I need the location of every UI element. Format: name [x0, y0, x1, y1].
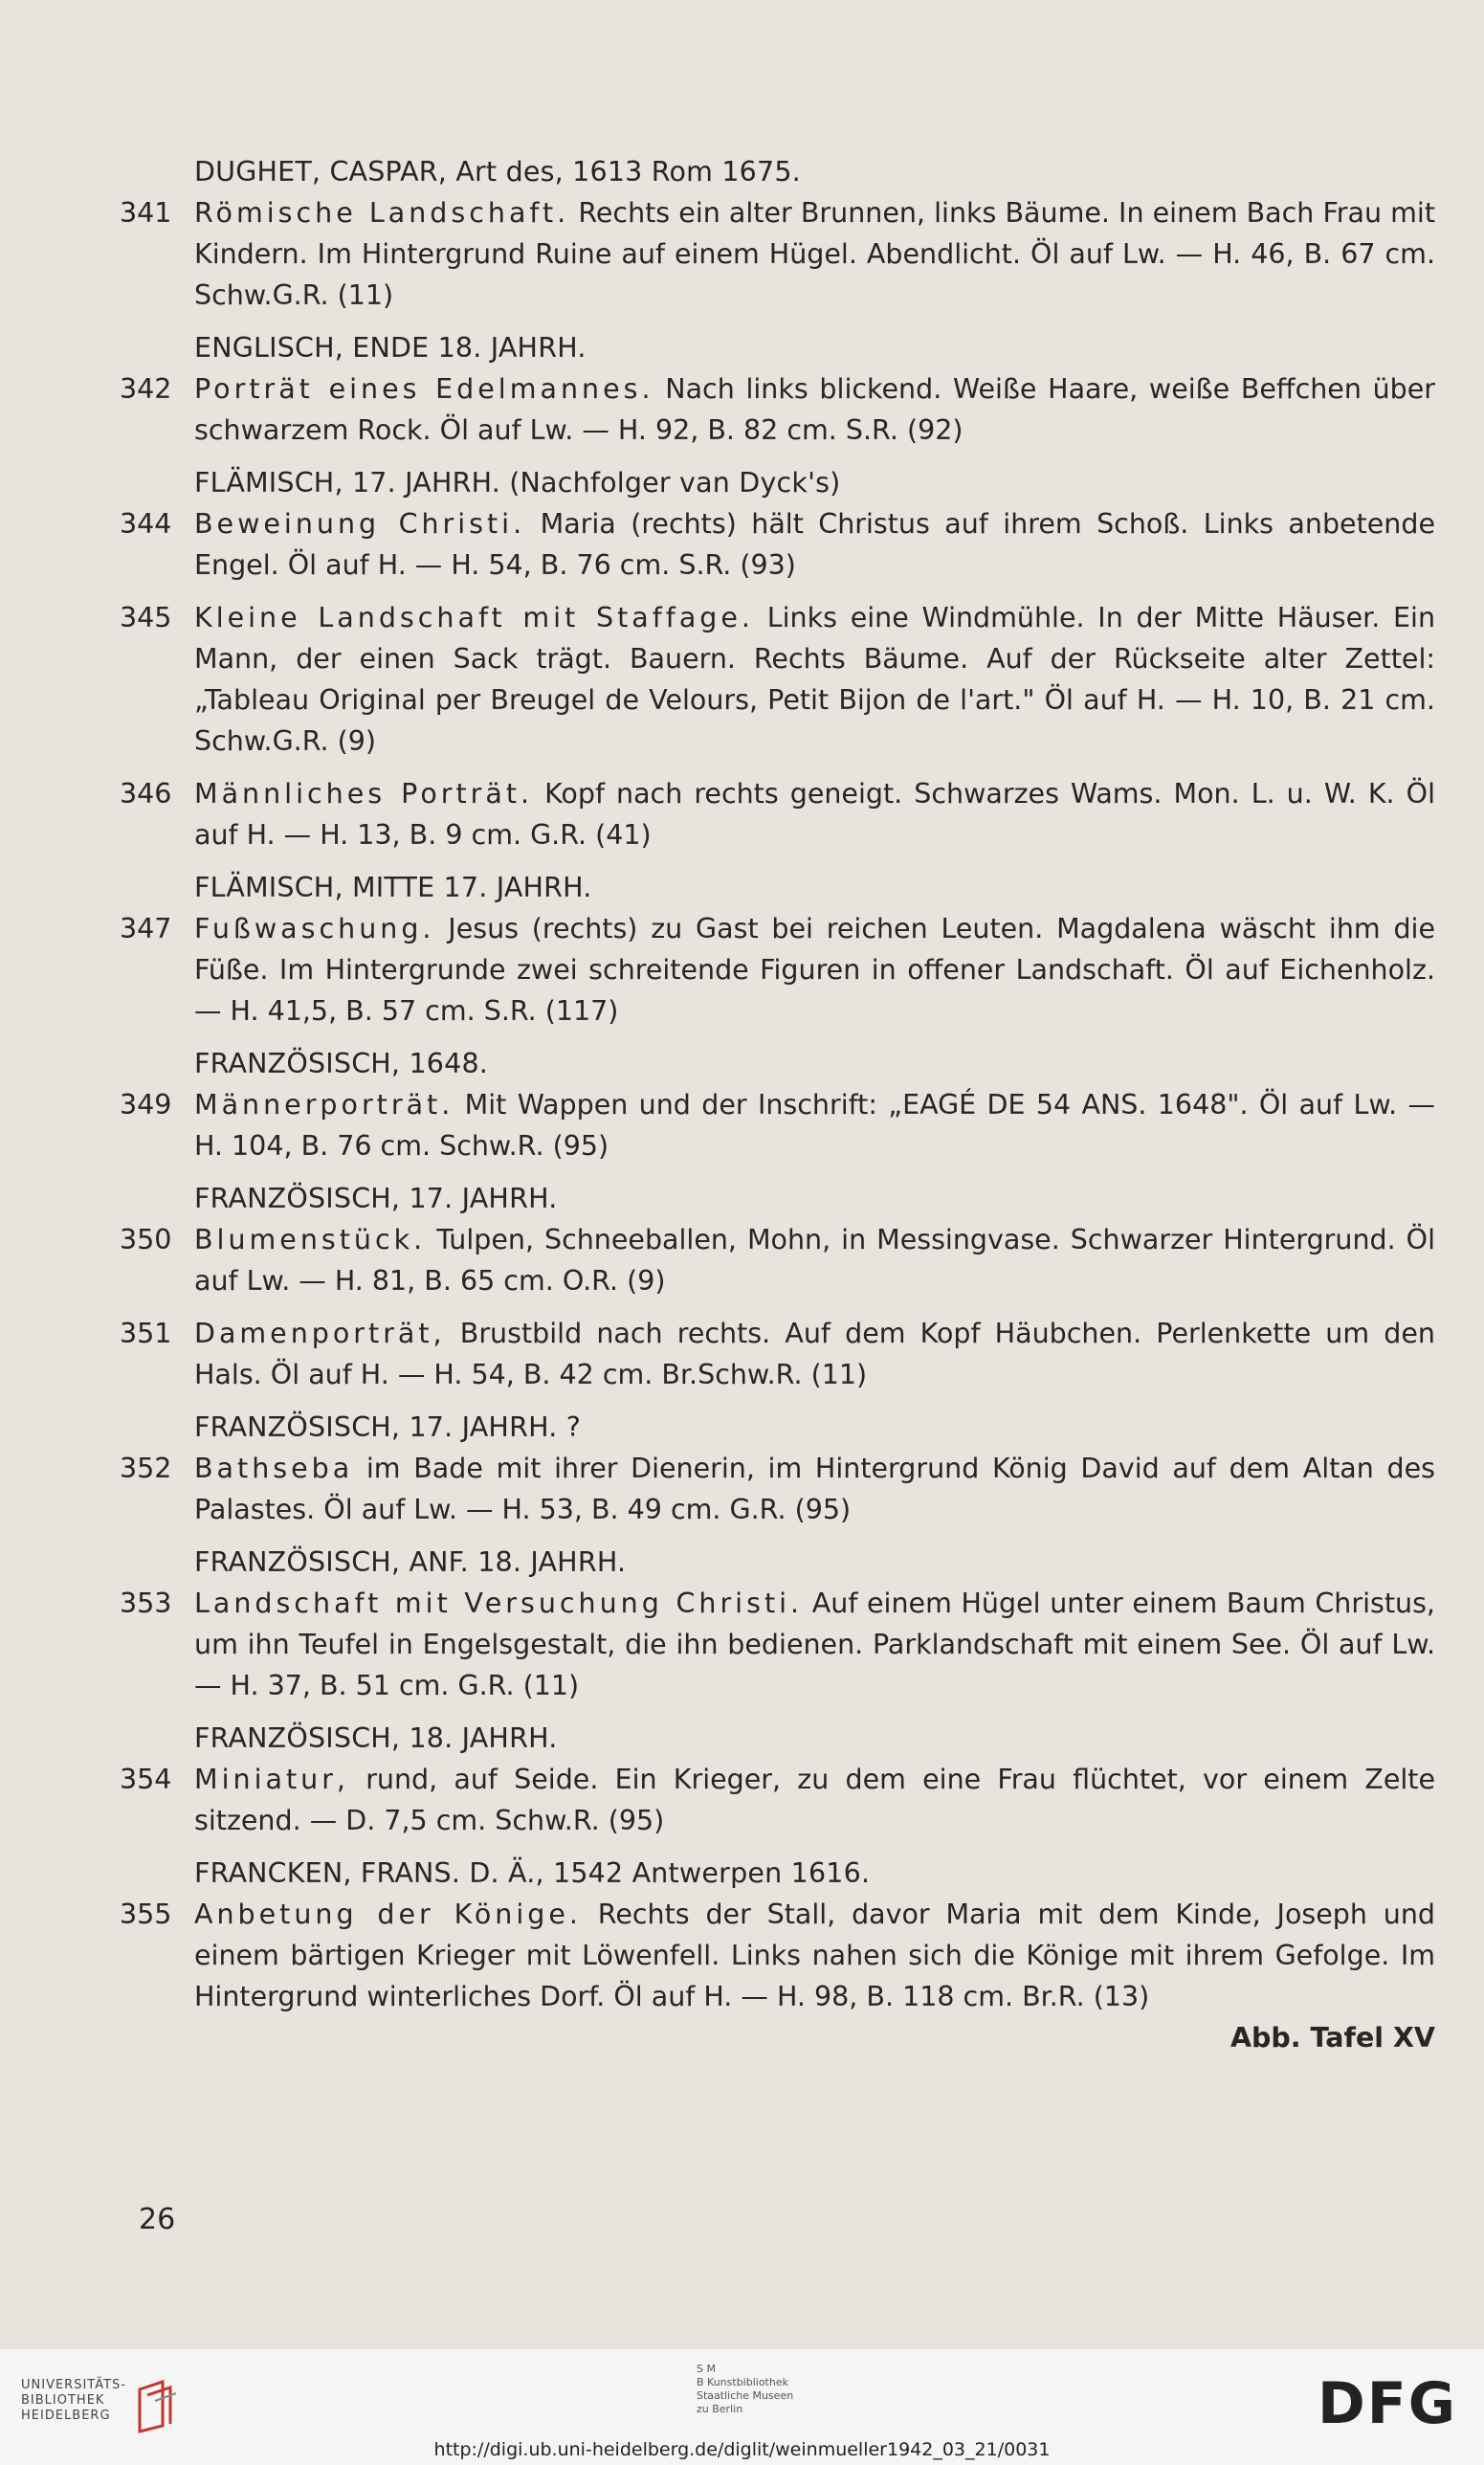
catalog-entry — [120, 597, 1435, 762]
entry-title: Damenporträt, — [194, 1318, 446, 1349]
entry-title: Bathseba — [194, 1453, 354, 1484]
entry-number: 355 — [120, 1899, 172, 1930]
section-heading: FLÄMISCH, 17. JAHRH. (Nachfolger van Dyck's) — [194, 467, 841, 499]
dfg-logo[interactable]: DFG — [1317, 2370, 1457, 2437]
section-heading: FRANZÖSISCH, 18. JAHRH. — [194, 1722, 558, 1754]
catalog-entry — [120, 1894, 1435, 2017]
entry-number: 346 — [120, 778, 172, 810]
entry-text: Rechts ein alter Brunnen, links Bäume. In einem Bach Frau mit Kindern. Im Hintergrund Ruine auf einem Hügel. Abendlicht. Öl auf Lw. — H. 46, B. 67 cm. Schw.G.R. (11) — [194, 197, 1436, 311]
section-heading: FRANZÖSISCH, ANF. 18. JAHRH. — [194, 1546, 627, 1578]
entry-title: Römische Landschaft. — [194, 197, 570, 229]
section-heading: FRANZÖSISCH, 17. JAHRH. — [194, 1183, 558, 1214]
entry-text: Mit Wappen und der Inschrift: „EAGÉ DE 54 ANS. 1648". Öl auf Lw. — H. 104, B. 76 cm. Schw.R. (95) — [194, 1089, 1435, 1162]
logo-line: BIBLIOTHEK — [21, 2393, 105, 2408]
catalog-entry — [120, 1313, 1435, 1395]
catalog-entry — [120, 1219, 1435, 1301]
entry-text: Links eine Windmühle. In der Mitte Häuser. Ein Mann, der einen Sack trägt. Bauern. Rechts Bäume. Auf der Rückseite alter Zettel: „Tableau Original per Breugel de Velours, Petit Bijon de l'art." Öl auf H. — H. 10, B. 21 cm. Schw.G.R. (9) — [194, 602, 1436, 757]
entry-text: Tulpen, Schneeballen, Mohn, in Messingvase. Schwarzer Hintergrund. Öl auf Lw. — H. 81, B. 65 cm. O.R. (9) — [194, 1224, 1435, 1297]
catalog-entry — [120, 503, 1435, 586]
entry-number: 345 — [120, 602, 172, 633]
kunstbibliothek-logo[interactable] — [697, 2363, 793, 2416]
entry-text: Rechts der Stall, davor Maria mit dem Kinde, Joseph und einem bärtigen Krieger mit Löwenfell. Links nahen sich die Könige mit ihrem Gefolge. Im Hintergrund winterliches Dorf. Öl auf H. — H. 98, B. 118 cm. Br.R. (13) — [194, 1899, 1435, 2012]
plate-reference: Abb. Tafel XV — [1229, 2022, 1435, 2054]
kb-line: Staatliche Museen — [697, 2389, 794, 2402]
catalog-entry — [120, 908, 1435, 1032]
catalog-entry — [120, 1583, 1435, 1706]
entry-title: Beweinung Christi. — [194, 508, 526, 540]
permalink-url[interactable]: http://digi.ub.uni-heidelberg.de/diglit/weinmueller1942_03_21/0031 — [433, 2439, 1051, 2460]
entry-title: Miniatur, — [194, 1764, 349, 1795]
entry-number: 354 — [120, 1764, 172, 1795]
entry-number: 347 — [120, 913, 172, 944]
entry-number: 350 — [120, 1224, 172, 1255]
entry-text: Jesus (rechts) zu Gast bei reichen Leuten. Magdalena wäscht ihm die Füße. Im Hintergrunde zwei schreitende Figuren in offener Landschaft. Öl auf Eichenholz. — H. 41,5, B. 57 cm. S.R. (117) — [194, 913, 1435, 1027]
entry-title: Männerporträt. — [194, 1089, 454, 1121]
entry-text: rund, auf Seide. Ein Krieger, zu dem eine Frau flüchtet, vor einem Zelte sitzend. — D. 7,5 cm. Schw.R. (95) — [194, 1764, 1435, 1836]
entry-text: Auf einem Hügel unter einem Baum Christus, um ihn Teufel in Engelsgestalt, die ihn bedienen. Parklandschaft mit einem See. Öl auf Lw. — H. 37, B. 51 cm. G.R. (11) — [194, 1588, 1435, 1701]
kb-line: B Kunstbibliothek — [697, 2376, 788, 2388]
section-heading: ENGLISCH, ENDE 18. JAHRH. — [194, 332, 587, 364]
kb-line: S M — [697, 2363, 716, 2375]
section-heading: DUGHET, CASPAR, Art des, 1613 Rom 1675. — [194, 156, 801, 188]
logo-line: HEIDELBERG — [21, 2409, 111, 2423]
entry-title: Landschaft mit Versuchung Christi. — [194, 1588, 804, 1619]
entry-title: Kleine Landschaft mit Staffage. — [194, 602, 754, 633]
entry-text: Nach links blickend. Weiße Haare, weiße Beffchen über schwarzem Rock. Öl auf Lw. — H. 92, B. 82 cm. S.R. (92) — [194, 373, 1436, 446]
entry-text: Brustbild nach rechts. Auf dem Kopf Häubchen. Perlenkette um den Hals. Öl auf H. — H. 54, B. 42 cm. Br.Schw.R. (11) — [194, 1318, 1435, 1390]
catalog-content — [120, 151, 1435, 2057]
catalog-entry — [120, 1084, 1435, 1166]
entry-title: Anbetung der Könige. — [194, 1899, 582, 1930]
entry-number: 342 — [120, 373, 172, 405]
catalog-entry — [120, 192, 1435, 316]
section-heading: FRANZÖSISCH, 1648. — [194, 1048, 489, 1079]
kb-line: zu Berlin — [697, 2403, 743, 2415]
section-heading: FLÄMISCH, MITTE 17. JAHRH. — [194, 872, 592, 903]
entry-number: 351 — [120, 1318, 172, 1349]
entry-title: Männliches Porträt. — [194, 778, 534, 810]
entry-title: Fußwaschung. — [194, 913, 435, 944]
page-number: 26 — [139, 2203, 176, 2236]
library-emblem-icon — [134, 2376, 178, 2433]
entry-number: 352 — [120, 1453, 172, 1484]
section-heading: FRANCKEN, FRANS. D. Ä., 1542 Antwerpen 1616. — [194, 1857, 871, 1889]
entry-number: 344 — [120, 508, 172, 540]
entry-title: Porträt eines Edelmannes. — [194, 373, 654, 405]
university-library-logo[interactable] — [21, 2378, 126, 2424]
catalog-entry — [120, 773, 1435, 855]
logo-line: UNIVERSITÄTS- — [21, 2378, 126, 2392]
section-heading: FRANZÖSISCH, 17. JAHRH. ? — [194, 1411, 582, 1443]
catalog-entry — [120, 1759, 1435, 1841]
entry-number: 341 — [120, 197, 172, 229]
entry-text: im Bade mit ihrer Dienerin, im Hintergrund König David auf dem Altan des Palastes. Öl auf Lw. — H. 53, B. 49 cm. G.R. (95) — [194, 1453, 1435, 1525]
entry-number: 349 — [120, 1089, 172, 1121]
entry-text: Kopf nach rechts geneigt. Schwarzes Wams. Mon. L. u. W. K. Öl auf H. — H. 13, B. 9 cm. G.R. (41) — [194, 778, 1435, 851]
entry-text: Maria (rechts) hält Christus auf ihrem Schoß. Links anbetende Engel. Öl auf H. — H. 54, B. 76 cm. S.R. (93) — [194, 508, 1435, 581]
catalog-entry — [120, 1448, 1435, 1530]
entry-number: 353 — [120, 1588, 172, 1619]
catalog-entry — [120, 368, 1435, 451]
viewer-footer — [0, 2349, 1484, 2465]
entry-title: Blumenstück. — [194, 1224, 427, 1255]
